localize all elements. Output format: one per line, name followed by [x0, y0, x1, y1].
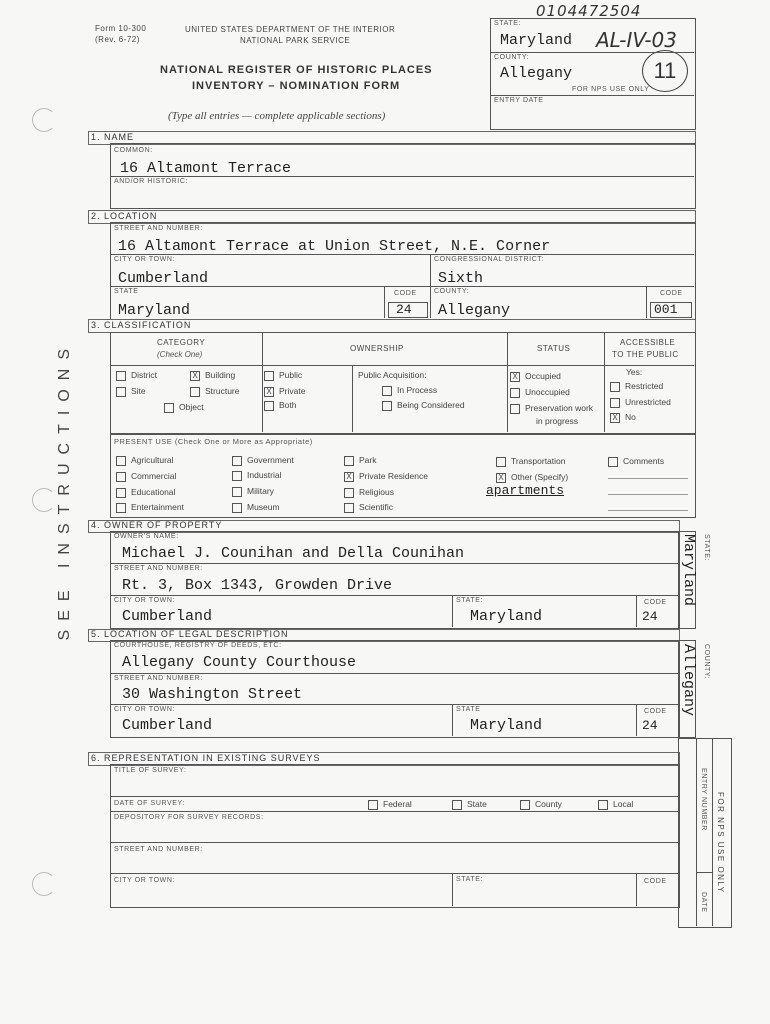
divider: [110, 286, 694, 287]
street-value: 16 Altamont Terrace at Union Street, N.E. Corner: [118, 238, 551, 255]
courthouse-value: Allegany County Courthouse: [122, 654, 357, 671]
owner-street-label: STREET AND NUMBER:: [114, 565, 203, 572]
use-museum-option[interactable]: Museum: [232, 502, 280, 513]
divider: [110, 873, 678, 874]
use-scientific-option[interactable]: Scientific: [344, 502, 393, 513]
section-4-title: 4. OWNER OF PROPERTY: [91, 520, 223, 530]
punch-hole: [32, 488, 56, 512]
divider: [110, 365, 694, 366]
divider: [490, 52, 694, 53]
header-county-label: COUNTY:: [494, 54, 530, 61]
district-label: CONGRESSIONAL DISTRICT:: [434, 256, 544, 263]
agency-line2: NATIONAL PARK SERVICE: [240, 36, 351, 45]
acc-unrestricted-option[interactable]: Unrestricted: [610, 397, 671, 408]
divider: [696, 872, 712, 873]
survey-street-label: STREET AND NUMBER:: [114, 846, 203, 853]
use-transportation-option[interactable]: Transportation: [496, 456, 566, 467]
status-preservation-line2: in progress: [536, 416, 579, 426]
use-agricultural-option[interactable]: Agricultural: [116, 455, 174, 466]
divider: [490, 95, 694, 96]
present-use-label: PRESENT USE (Check One or More as Appropriate): [114, 437, 313, 446]
survey-federal-option[interactable]: Federal: [368, 799, 412, 810]
divider: [646, 286, 647, 318]
use-comments-option[interactable]: Comments: [608, 456, 664, 467]
punch-hole: [32, 872, 56, 896]
own-private-option[interactable]: X Private: [264, 386, 305, 397]
side-instructions: SEE INSTRUCTIONS: [56, 340, 73, 641]
use-entertainment-option[interactable]: Entertainment: [116, 502, 184, 513]
divider: [110, 704, 678, 705]
legal-city-label: CITY OR TOWN:: [114, 706, 176, 713]
form-title-line1: NATIONAL REGISTER OF HISTORIC PLACES: [160, 64, 433, 76]
legal-city-value: Cumberland: [122, 717, 213, 734]
legal-street-label: STREET AND NUMBER:: [114, 675, 203, 682]
survey-title-label: TITLE OF SURVEY:: [114, 767, 187, 774]
side-state-value: Maryland: [680, 534, 697, 607]
survey-state-label: STATE:: [456, 876, 484, 883]
owner-name-value: Michael J. Counihan and Della Counihan: [122, 545, 465, 562]
divider: [110, 796, 678, 797]
acq-process-option[interactable]: In Process: [382, 385, 437, 396]
divider: [636, 595, 637, 627]
side-entry-number-label: ENTRY NUMBER: [700, 768, 707, 831]
divider: [696, 738, 697, 926]
own-public-option[interactable]: Public: [264, 370, 302, 381]
side-nps-label: FOR NPS USE ONLY: [716, 792, 725, 894]
owner-code-value: 24: [642, 609, 658, 624]
state-value: Maryland: [118, 302, 191, 319]
common-name-value: 16 Altamont Terrace: [120, 160, 292, 177]
acc-restricted-option[interactable]: Restricted: [610, 381, 663, 392]
divider: [384, 286, 385, 318]
side-county-label: COUNTY:: [703, 644, 710, 680]
legal-code-value: 24: [642, 718, 658, 733]
use-other-value: apartments: [486, 483, 565, 498]
section-2-title: 2. LOCATION: [91, 211, 158, 221]
divider: [110, 595, 678, 596]
county-label: COUNTY:: [434, 288, 470, 295]
status-occupied-option[interactable]: X Occupied: [510, 371, 561, 382]
header-state-value: Maryland: [500, 32, 573, 49]
category-label: CATEGORY: [157, 338, 206, 347]
legal-street-value: 30 Washington Street: [122, 686, 303, 703]
section-6-body: [110, 764, 680, 908]
handwritten-id: 0104472504: [536, 2, 642, 20]
divider: [452, 704, 453, 736]
divider: [452, 873, 453, 906]
owner-state-label: STATE:: [456, 597, 484, 604]
status-unoccupied-option[interactable]: Unoccupied: [510, 387, 570, 398]
divider: [110, 811, 678, 812]
accessible-label-1: ACCESSIBLE: [620, 338, 676, 347]
use-military-option[interactable]: Military: [232, 486, 274, 497]
header-county-value: Allegany: [500, 65, 573, 82]
divider: [452, 595, 453, 627]
survey-code-label: CODE: [644, 878, 667, 885]
form-rev: (Rev. 6-72): [95, 35, 140, 44]
form-title-line2: INVENTORY – NOMINATION FORM: [192, 80, 401, 92]
legal-state-label: STATE: [456, 706, 481, 713]
comment-line: [608, 494, 688, 495]
city-value: Cumberland: [118, 270, 209, 287]
accessible-label-2: TO THE PUBLIC: [612, 350, 679, 359]
divider: [262, 332, 263, 432]
survey-city-label: CITY OR TOWN:: [114, 877, 176, 884]
courthouse-label: COURTHOUSE, REGISTRY OF DEEDS, ETC:: [114, 642, 282, 649]
state-label: STATE: [114, 288, 139, 295]
divider: [110, 176, 694, 177]
county-value: Allegany: [438, 302, 511, 319]
divider: [110, 673, 678, 674]
divider: [636, 873, 637, 906]
legal-state-value: Maryland: [470, 717, 543, 734]
divider: [604, 332, 605, 432]
comment-line: [608, 510, 688, 511]
use-private-residence-option[interactable]: X Private Residence: [344, 471, 428, 482]
acc-no-option[interactable]: X No: [610, 412, 636, 423]
handwritten-circled-number: 11: [642, 50, 688, 92]
cat-building-option[interactable]: X Building: [190, 370, 235, 381]
section-1-title: 1. NAME: [91, 132, 135, 142]
section-5-title: 5. LOCATION OF LEGAL DESCRIPTION: [91, 629, 289, 639]
historic-name-label: AND/OR HISTORIC:: [114, 178, 189, 185]
side-date-label: DATE: [700, 892, 707, 913]
county-code-value: 001: [654, 302, 678, 317]
ownership-label: OWNERSHIP: [350, 344, 404, 353]
cat-site-option[interactable]: Site: [116, 386, 146, 397]
owner-city-label: CITY OR TOWN:: [114, 597, 176, 604]
divider: [110, 254, 694, 255]
header-state-label: STATE:: [494, 20, 522, 27]
survey-county-option[interactable]: County: [520, 799, 562, 810]
survey-local-option[interactable]: Local: [598, 799, 633, 810]
use-park-option[interactable]: Park: [344, 455, 376, 466]
side-county-value: Allegany: [680, 644, 697, 717]
cat-district-option[interactable]: District: [116, 370, 157, 381]
section-6-title: 6. REPRESENTATION IN EXISTING SURVEYS: [91, 753, 321, 763]
divider: [636, 704, 637, 736]
use-educational-option[interactable]: Educational: [116, 487, 175, 498]
header-entry-label: ENTRY DATE: [494, 97, 544, 104]
cat-structure-option[interactable]: Structure: [190, 386, 240, 397]
divider: [507, 332, 508, 432]
status-label: STATUS: [537, 344, 571, 353]
owner-city-value: Cumberland: [122, 608, 213, 625]
side-state-label: STATE:: [703, 534, 710, 562]
city-label: CITY OR TOWN:: [114, 256, 176, 263]
divider: [352, 365, 353, 432]
use-government-option[interactable]: Government: [232, 455, 294, 466]
comment-line: [608, 478, 688, 479]
state-code-label: CODE: [394, 290, 417, 297]
handwritten-code: AL-IV-03: [596, 28, 677, 52]
district-value: Sixth: [438, 270, 484, 287]
own-both-option[interactable]: Both: [264, 400, 297, 411]
use-other-option[interactable]: X Other (Specify): [496, 472, 568, 483]
common-name-label: COMMON:: [114, 147, 153, 154]
category-sub: (Check One): [157, 350, 203, 359]
form-id: Form 10-300: [95, 24, 147, 33]
use-religious-option[interactable]: Religious: [344, 487, 394, 498]
agency-line1: UNITED STATES DEPARTMENT OF THE INTERIOR: [185, 25, 396, 34]
street-label: STREET AND NUMBER:: [114, 225, 203, 232]
section-3-title: 3. CLASSIFICATION: [91, 320, 192, 330]
owner-name-label: OWNER'S NAME:: [114, 533, 179, 540]
owner-street-value: Rt. 3, Box 1343, Growden Drive: [122, 577, 393, 594]
acq-considered-option[interactable]: Being Considered: [382, 400, 465, 411]
owner-code-label: CODE: [644, 599, 667, 606]
use-commercial-option[interactable]: Commercial: [116, 471, 176, 482]
acquisition-label: Public Acquisition:: [358, 370, 427, 380]
use-industrial-option[interactable]: Industrial: [232, 470, 282, 481]
county-code-label: CODE: [660, 290, 683, 297]
header-nps-label: FOR NPS USE ONLY: [572, 86, 650, 93]
state-code-value: 24: [396, 302, 412, 317]
legal-code-label: CODE: [644, 708, 667, 715]
depository-label: DEPOSITORY FOR SURVEY RECORDS:: [114, 814, 264, 821]
status-preservation-option[interactable]: Preservation work: [510, 403, 593, 414]
divider: [712, 738, 713, 926]
acc-yes-label: Yes:: [626, 367, 643, 377]
survey-date-label: DATE OF SURVEY:: [114, 800, 185, 807]
divider: [110, 563, 678, 564]
survey-state-option[interactable]: State: [452, 799, 487, 810]
divider: [110, 842, 678, 843]
punch-hole: [32, 108, 56, 132]
form-instruction: (Type all entries — complete applicable sections): [168, 110, 386, 122]
owner-state-value: Maryland: [470, 608, 543, 625]
cat-object-option[interactable]: Object: [164, 402, 204, 413]
